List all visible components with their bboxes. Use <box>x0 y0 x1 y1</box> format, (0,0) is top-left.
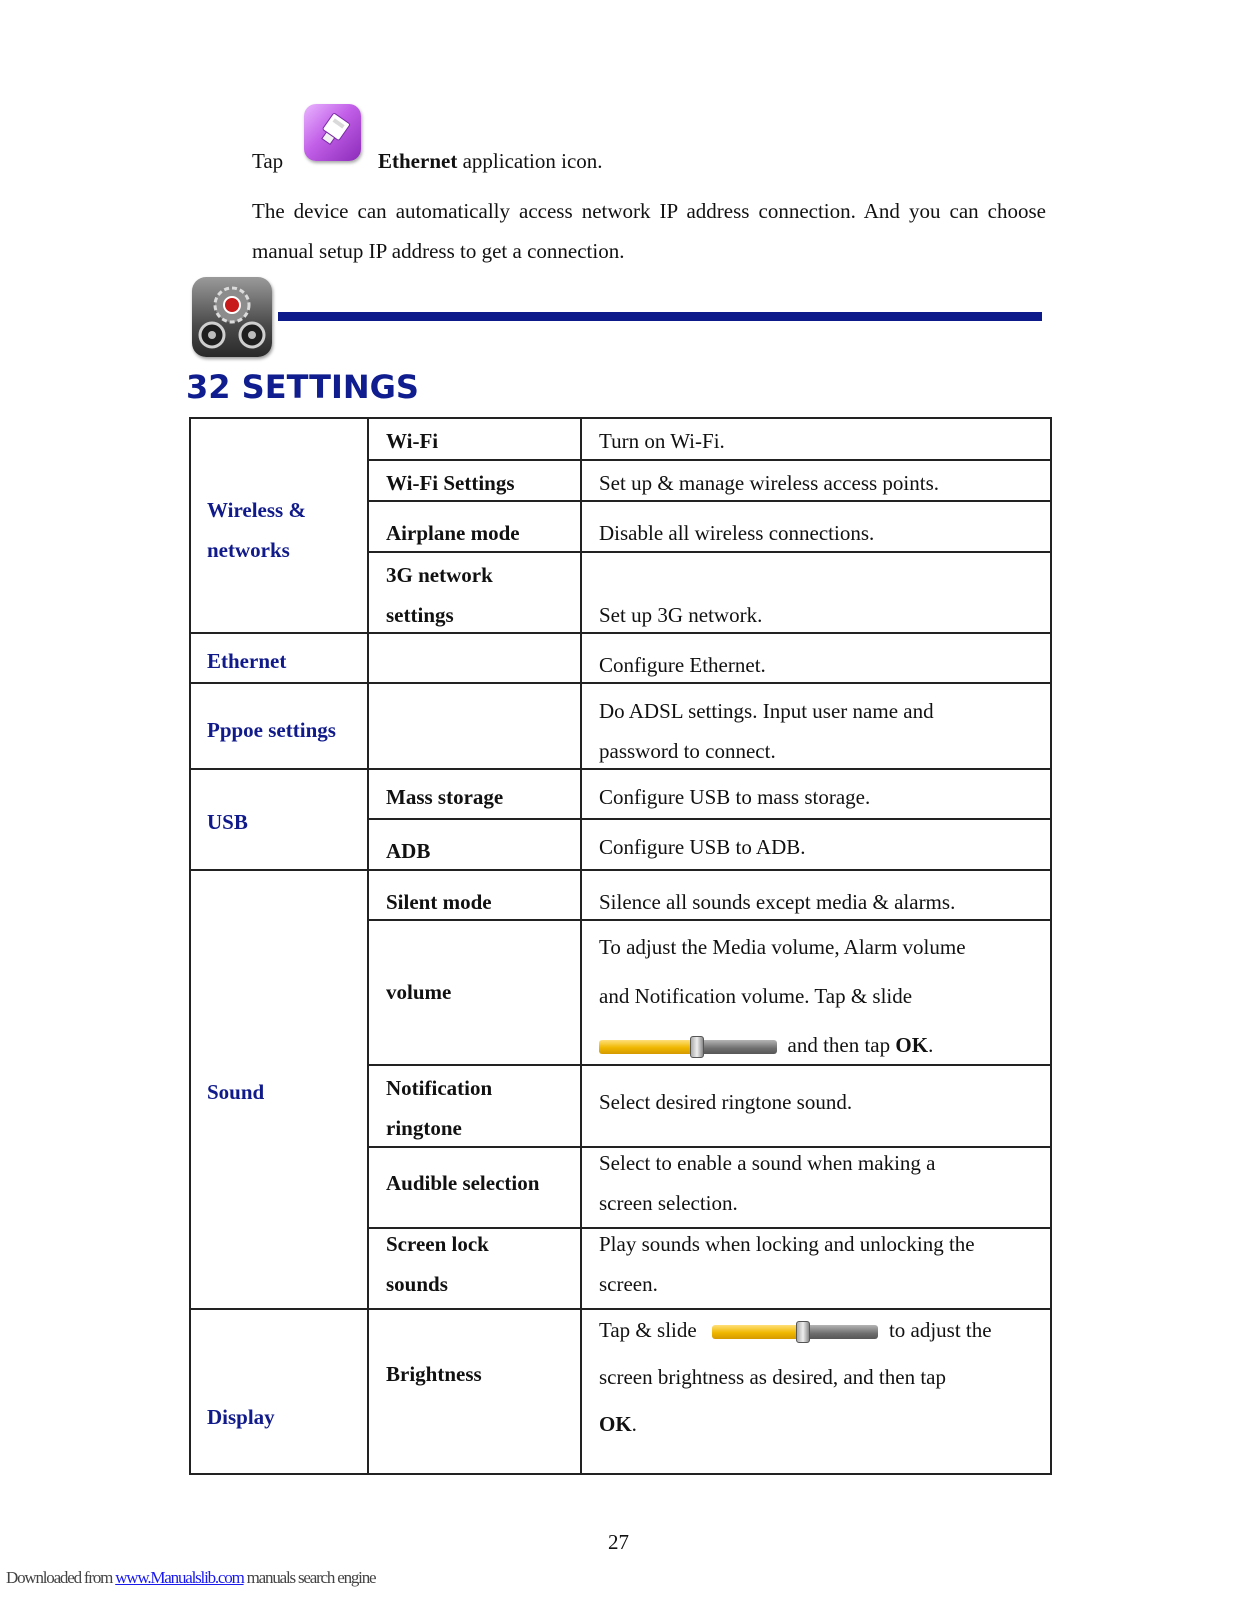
footer-prefix: Downloaded from <box>6 1568 116 1587</box>
category-display: Display <box>207 1405 275 1429</box>
page-number: 27 <box>608 1530 629 1554</box>
category-label-line: networks <box>207 538 290 562</box>
ethernet-app-icon <box>304 104 361 161</box>
ok-label: OK <box>599 1412 632 1436</box>
desc-silent-mode: Silence all sounds except media & alarms. <box>599 890 956 914</box>
item-line: 3G network <box>386 563 493 587</box>
item-line: Notification <box>386 1076 493 1100</box>
ok-label: OK <box>895 1033 929 1057</box>
desc-3g-network: Set up 3G network. <box>599 603 763 627</box>
category-ethernet: Ethernet <box>207 649 287 673</box>
desc-line: screen selection. <box>599 1191 738 1215</box>
volume-slider-image <box>599 1036 777 1058</box>
desc-line <box>599 1307 1044 1354</box>
item-3g-network <box>386 555 493 635</box>
item-audible-selection: Audible selection <box>386 1171 540 1195</box>
item-airplane-mode: Airplane mode <box>386 521 520 545</box>
intro-paragraph: The device can automatically access network IP address connection. And you can choose manual setup IP address to get a connection. <box>252 199 1046 263</box>
footer <box>6 1568 375 1588</box>
slider-track <box>803 1325 878 1339</box>
section-number: 32 <box>186 368 231 406</box>
category-label-line: Wireless & <box>207 498 306 522</box>
intro-line <box>252 141 1052 181</box>
table-col-divider-2 <box>580 417 582 1475</box>
desc-line: Play sounds when locking and unlocking the <box>599 1232 975 1256</box>
item-screen-lock-sounds <box>386 1224 489 1304</box>
row-divider <box>367 818 1052 820</box>
item-wifi: Wi-Fi <box>386 429 439 453</box>
slider-fill <box>599 1040 697 1054</box>
item-mass-storage: Mass storage <box>386 785 504 809</box>
item-line: Screen lock <box>386 1232 489 1256</box>
desc-ethernet: Configure Ethernet. <box>599 653 766 677</box>
desc-audible-selection <box>599 1143 1039 1223</box>
desc-airplane-mode: Disable all wireless connections. <box>599 521 875 545</box>
settings-table <box>189 417 1052 1475</box>
desc-text: to adjust the <box>888 1318 992 1342</box>
footer-suffix: manuals search engine <box>243 1568 376 1587</box>
desc-mass-storage: Configure USB to mass storage. <box>599 785 871 809</box>
item-line: settings <box>386 603 454 627</box>
desc-line: and Notification volume. Tap & slide <box>599 984 913 1008</box>
table-border-top <box>189 417 1052 419</box>
table-border-right <box>1050 417 1052 1475</box>
desc-pppoe <box>599 691 1039 771</box>
desc-line: password to connect. <box>599 739 776 763</box>
desc-line: Do ADSL settings. Input user name and <box>599 699 934 723</box>
item-silent-mode: Silent mode <box>386 890 492 914</box>
desc-screen-lock-sounds <box>599 1224 1039 1304</box>
footer-link[interactable]: www.Manualslib.com <box>115 1568 244 1587</box>
table-border-left <box>189 417 191 1475</box>
desc-line: Select to enable a sound when making a <box>599 1151 936 1175</box>
section-rule <box>278 312 1042 321</box>
intro-suffix: application icon. <box>457 149 603 173</box>
item-notification-ringtone <box>386 1068 492 1148</box>
desc-end: . <box>928 1033 934 1057</box>
item-adb: ADB <box>386 839 431 863</box>
category-pppoe: Pppoe settings <box>207 718 336 742</box>
category-usb: USB <box>207 810 248 834</box>
tap-text: Tap <box>252 149 284 173</box>
slider-knob <box>690 1036 704 1058</box>
desc-wifi-settings: Set up & manage wireless access points. <box>599 471 939 495</box>
item-volume: volume <box>386 980 452 1004</box>
table-col-divider-1 <box>367 417 369 1475</box>
slider-track <box>697 1040 777 1054</box>
brightness-slider-image <box>712 1321 878 1343</box>
slider-knob <box>796 1321 810 1343</box>
item-line: sounds <box>386 1272 448 1296</box>
settings-gear-icon <box>192 277 272 357</box>
ethernet-plug-icon <box>313 109 354 151</box>
desc-volume <box>599 923 1044 1070</box>
desc-adb: Configure USB to ADB. <box>599 835 806 859</box>
table-border-bottom <box>189 1473 1052 1475</box>
item-brightness: Brightness <box>386 1362 482 1386</box>
desc-text: Tap & slide <box>599 1318 697 1342</box>
section-title <box>186 368 419 406</box>
intro-app-text <box>378 141 603 181</box>
item-line: ringtone <box>386 1116 462 1140</box>
ethernet-app-name: Ethernet <box>378 149 458 173</box>
desc-wifi: Turn on Wi-Fi. <box>599 429 725 453</box>
desc-notification-ringtone: Select desired ringtone sound. <box>599 1090 853 1114</box>
section-name: SETTINGS <box>241 368 419 406</box>
desc-line <box>599 1021 1044 1070</box>
category-wireless <box>207 490 306 570</box>
category-sound: Sound <box>207 1080 265 1104</box>
desc-line: screen. <box>599 1272 658 1296</box>
desc-line <box>599 1401 1044 1448</box>
desc-line: screen brightness as desired, and then tap <box>599 1365 946 1389</box>
item-wifi-settings: Wi-Fi Settings <box>386 471 515 495</box>
desc-end: . <box>631 1412 637 1436</box>
row-divider <box>189 869 1052 871</box>
desc-brightness <box>599 1307 1044 1448</box>
slider-fill <box>712 1325 803 1339</box>
desc-text: and then tap <box>787 1033 896 1057</box>
desc-line: To adjust the Media volume, Alarm volume <box>599 935 966 959</box>
